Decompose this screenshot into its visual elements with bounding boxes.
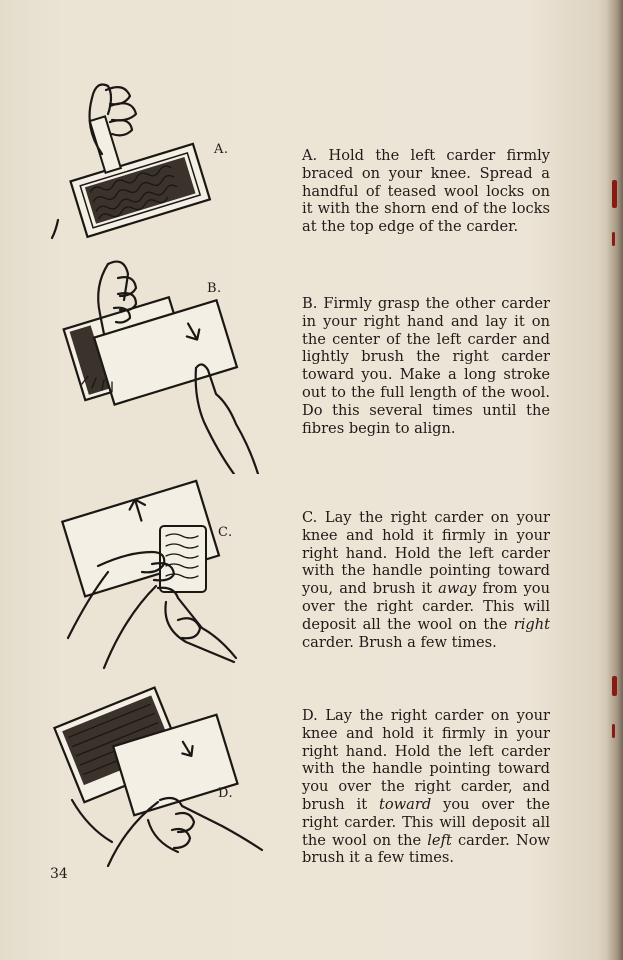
- step-a-text: [302, 147, 550, 236]
- illustration-carding-c: [48, 470, 288, 670]
- step-d-text-part: D. Lay the right carder on your knee and hold it firmly in your right hand. Hold the left carder with the handle pointing toward you over the right carder, and brush it: [302, 707, 550, 813]
- step-c-text: [302, 509, 550, 651]
- step-c-text-part: from you over the right carder. This will deposit all the wool on the: [302, 580, 550, 633]
- red-index-tab: [612, 676, 617, 696]
- illustration-carding-a: [48, 70, 288, 240]
- red-index-tab: [612, 724, 615, 738]
- emphasis-left: left: [427, 831, 452, 849]
- step-b-sentence: B. Firmly grasp the other carder in your right hand and lay it on the center of the left carder and lightly brush the right carder toward you. Make a long stroke out to the full length of the wool. Do this several times until the fibres begin to align.: [302, 295, 550, 437]
- step-c-text-part: C. Lay the right carder on your knee and hold it firmly in your right hand. Hold the left carder with the handle pointing toward you, and brush it: [302, 509, 550, 598]
- figure-label: A.: [214, 142, 229, 157]
- emphasis-away: away: [438, 580, 477, 598]
- step-d-text: [302, 707, 550, 867]
- step-d-text-part: you over the right carder. This will deposit all the wool on the: [302, 795, 551, 849]
- step-d-text-part: carder. Now brush it a few times.: [302, 831, 550, 867]
- page-binding-shadow: [607, 0, 623, 960]
- figure-label: C.: [218, 525, 233, 540]
- figure-label: D.: [218, 786, 234, 801]
- step-a-sentence: A. Hold the left carder firmly braced on your knee. Spread a handful of teased wool locks on it with the shorn end of the locks at the top edge of the carder.: [302, 147, 550, 236]
- red-index-tab: [612, 232, 615, 246]
- emphasis-toward: toward: [379, 795, 432, 813]
- illustration-carding-b: [48, 252, 288, 474]
- red-index-tab: [612, 180, 617, 208]
- page-number: 34: [50, 866, 68, 882]
- emphasis-right: right: [513, 615, 550, 633]
- illustration-carding-d: [48, 680, 288, 870]
- step-c-text-part: carder. Brush a few times.: [302, 633, 497, 651]
- step-b-text: [302, 295, 550, 437]
- figure-label: B.: [207, 281, 222, 296]
